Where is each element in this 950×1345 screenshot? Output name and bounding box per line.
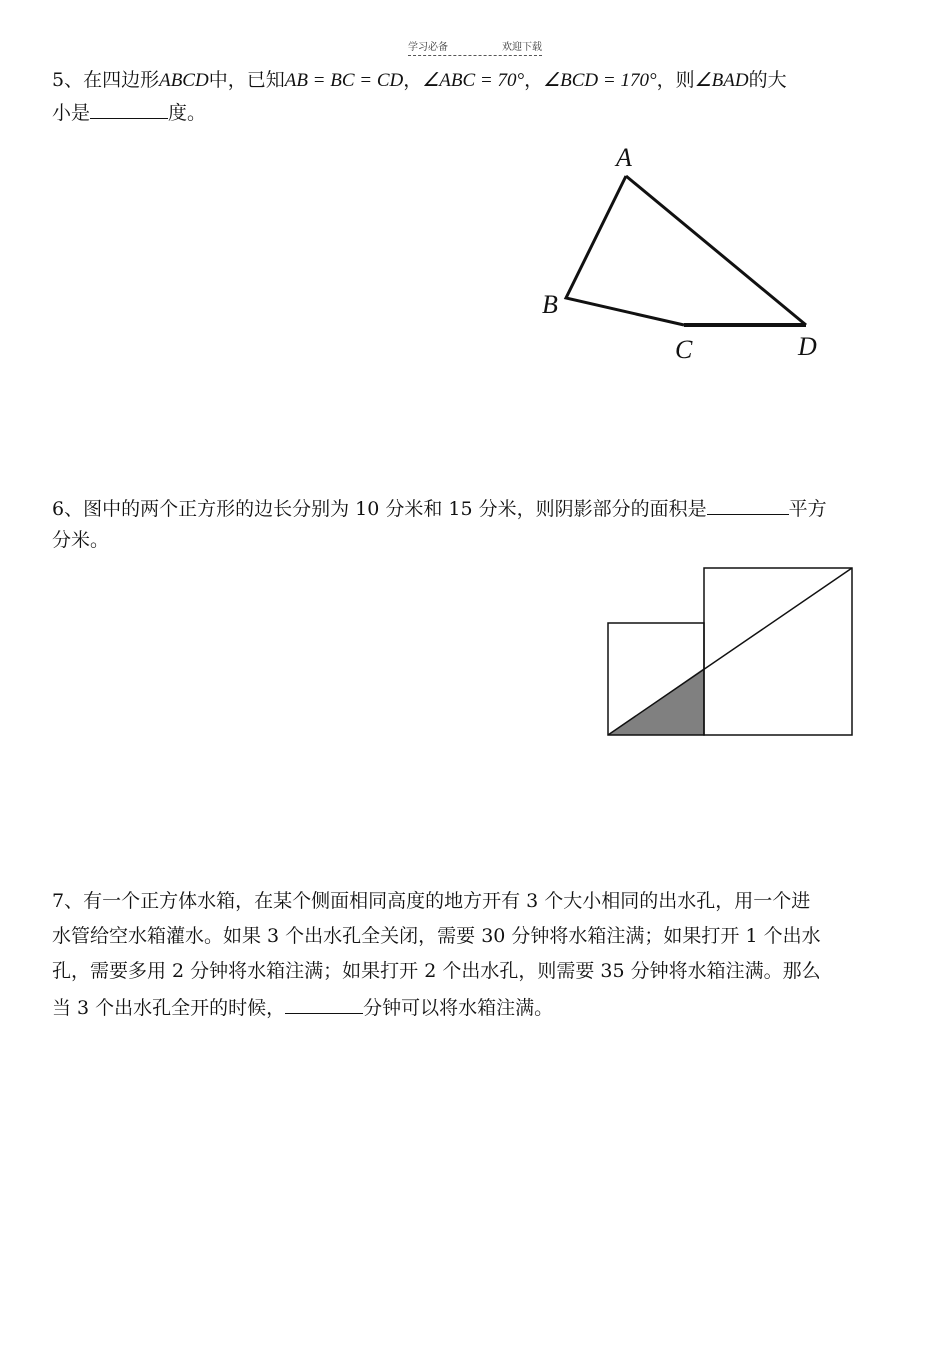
q5-tail-text: 的大 — [748, 69, 787, 91]
q5-then-text: ，则 — [656, 69, 695, 91]
q5-number-text: 5、在四边形 — [52, 69, 160, 91]
q5-mid-text: 中，已知 — [208, 69, 285, 91]
q7-line3-text: 孔，需要多用 2 分钟将水箱注满；如果打开 2 个出水孔，则需要 35 分钟将水箱注满。那么 — [52, 960, 821, 982]
question-7-line-4 — [52, 991, 553, 1025]
q5-quad-name: ABCD — [159, 70, 209, 91]
question-7-line-1 — [52, 885, 810, 918]
q7-line2-text: 水管给空水箱灌水。如果 3 个出水孔全关闭，需要 30 分钟将水箱注满；如果打开 1 个出水 — [52, 925, 821, 947]
vertex-c-label: C — [675, 335, 693, 364]
q5-angle-abc: ∠ABC = 70° — [422, 70, 525, 91]
q5-line2-end: 度。 — [168, 102, 207, 124]
q5-angle-bcd: ∠BCD = 170° — [543, 70, 657, 91]
q5-line2-start: 小是 — [52, 102, 91, 124]
q6-line2-text: 分米。 — [52, 529, 110, 551]
vertex-b-label: B — [542, 290, 558, 319]
q6-text-start: 6、图中的两个正方形的边长分别为 10 分米和 15 分米，则阴影部分的面积是 — [52, 498, 707, 520]
vertex-a-label: A — [616, 143, 632, 172]
vertex-d-label: D — [798, 332, 817, 361]
q5-separator-1: ， — [403, 69, 423, 91]
question-7-line-3 — [52, 955, 821, 988]
q5-equal-sides: AB = BC = CD — [284, 70, 404, 91]
q6-text-end: 平方 — [788, 498, 827, 520]
header-right-text: 欢迎下载 — [502, 42, 542, 53]
large-square — [704, 568, 852, 735]
q7-line4-start: 当 3 个出水孔全开的时候， — [52, 997, 286, 1019]
q7-line1-text: 7、有一个正方体水箱，在某个侧面相同高度的地方开有 3 个大小相同的出水孔，用一个进 — [52, 890, 811, 912]
q7-answer-blank[interactable] — [285, 991, 363, 1014]
question-7-line-2 — [52, 920, 821, 953]
header-left-text: 学习必备 — [408, 42, 448, 53]
q5-angle-bad: ∠BAD — [694, 70, 749, 91]
q5-separator-2: ， — [524, 69, 544, 91]
diagonal-line — [608, 568, 852, 735]
q7-line4-end: 分钟可以将水箱注满。 — [363, 997, 554, 1019]
